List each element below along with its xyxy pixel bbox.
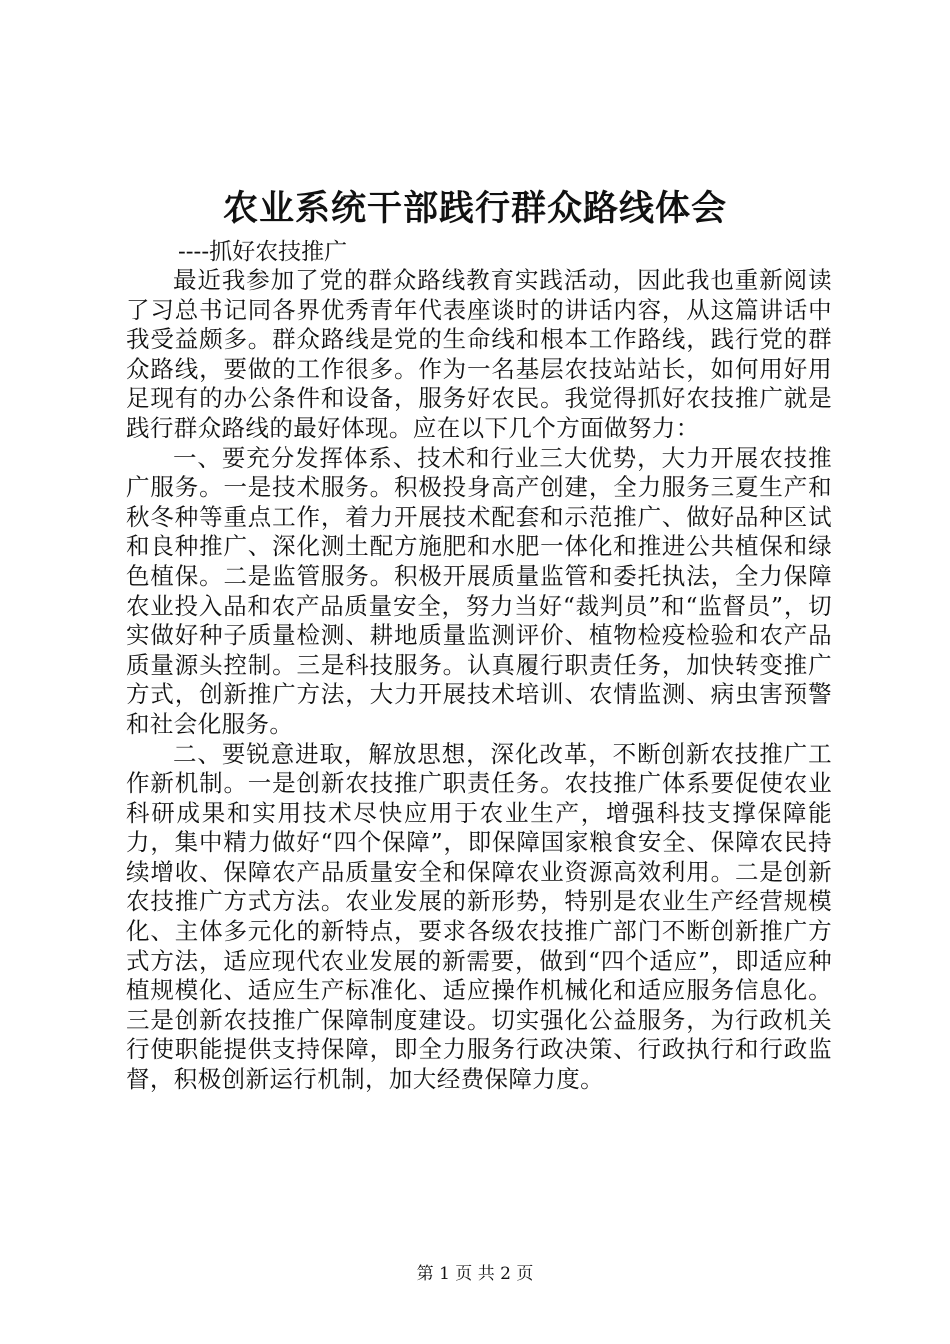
paragraph-section-two: 二、要锐意进取，解放思想，深化改革，不断创新农技推广工作新机制。一是创新农技推广职责任务。农技推广体系要促使农业科研成果和实用技术尽快应用于农业生产，增强科技支撑保障能力，集中精力做好“四个保障”，即保障国家粮食安全、保障农民持续增收、保障农产品质量安全和保障农业资源高效利用。二是创新农技推广方式方法。农业发展的新形势，特别是农业生产经营规模化、主体多元化的新特点，要求各级农技推广部门不断创新推广方式方法，适应现代农业发展的新需要，做到“四个适应”，即适应种植规模化、适应生产标准化、适应操作机械化和适应服务信息化。三是创新农技推广保障制度建设。切实强化公益服务，为行政机关行使职能提供支持保障，即全力服务行政决策、行政执行和行政监督，积极创新运行机制，加大经费保障力度。	[126, 739, 832, 1094]
paragraph-section-one: 一、要充分发挥体系、技术和行业三大优势，大力开展农技推广服务。一是技术服务。积极投身高产创建，全力服务三夏生产和秋冬种等重点工作，着力开展技术配套和示范推广、做好品种区试和良种推广、深化测土配方施肥和水肥一体化和推进公共植保和绿色植保。二是监管服务。积极开展质量监管和委托执法，全力保障农业投入品和农产品质量安全，努力当好“裁判员”和“监督员”，切实做好种子质量检测、耕地质量监测评价、植物检疫检验和农产品质量源头控制。三是科技服务。认真履行职责任务，加快转变推广方式，创新推广方法，大力开展技术培训、农情监测、病虫害预警和社会化服务。	[126, 443, 832, 738]
document-title: 农业系统干部践行群众路线体会	[222, 188, 727, 229]
document-subtitle: ----抓好农技推广	[178, 239, 348, 265]
page-number-footer: 第 1 页 共 2 页	[416, 1264, 534, 1284]
document-body	[126, 266, 832, 1095]
paragraph-intro: 最近我参加了党的群众路线教育实践活动，因此我也重新阅读了习总书记同各界优秀青年代表座谈时的讲话内容，从这篇讲话中我受益颇多。群众路线是党的生命线和根本工作路线，践行党的群众路线，要做的工作很多。作为一名基层农技站站长，如何用好用足现有的办公条件和设备，服务好农民。我觉得抓好农技推广就是践行群众路线的最好体现。应在以下几个方面做努力：	[126, 266, 832, 442]
